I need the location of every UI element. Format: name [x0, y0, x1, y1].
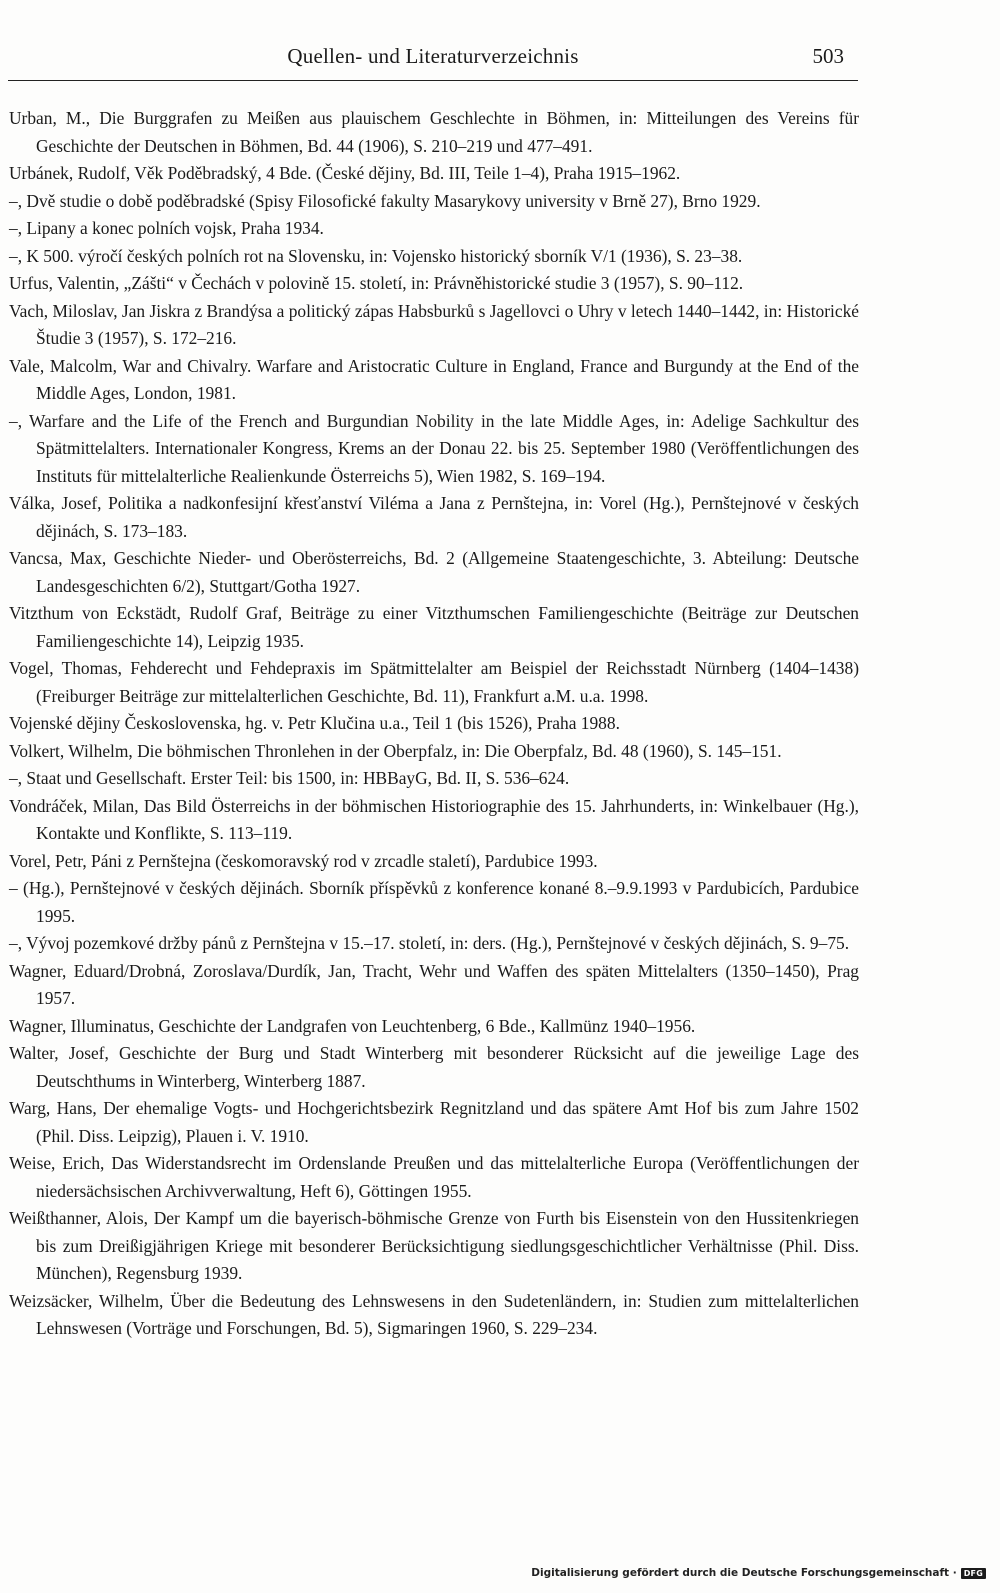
bibliography-list — [9, 105, 859, 1343]
bibliography-entry: –, Dvě studie o době poděbradské (Spisy Filosofické fakulty Masarykovy university v Brně 27), Brno 1929. — [9, 190, 761, 211]
bibliography-entry: Vancsa, Max, Geschichte Nieder- und Oberösterreichs, Bd. 2 (Allgemeine Staatengeschichte, 3. Abteilung: Deutsche Landesgeschichten 6/2), Stuttgart/Gotha 1927. — [9, 548, 859, 596]
bibliography-entry: Vitzthum von Eckstädt, Rudolf Graf, Beiträge zu einer Vitzthumschen Familiengeschichte (Beiträge zur Deutschen Familiengeschichte 14), Leipzig 1935. — [9, 603, 859, 651]
running-header — [8, 38, 858, 81]
bibliography-entry: Vach, Miloslav, Jan Jiskra z Brandýsa a politický zápas Habsburků s Jagellovci o Uhry v letech 1440–1442, in: Historické Študie 3 (1957), S. 172–216. — [9, 300, 859, 348]
bibliography-entry: Wagner, Illuminatus, Geschichte der Landgrafen von Leuchtenberg, 6 Bde., Kallmünz 1940–1956. — [9, 1015, 696, 1036]
bibliography-entry: Vogel, Thomas, Fehderecht und Fehdepraxis im Spätmittelalter am Beispiel der Reichsstadt Nürnberg (1404–1438) (Freiburger Beiträge zur mittelalterlichen Geschichte, Bd. 11), Frankfurt a.M. u.a. 1998. — [9, 658, 859, 706]
bibliography-entry: Warg, Hans, Der ehemalige Vogts- und Hochgerichtsbezirk Regnitzland und das spätere Amt Hof bis zum Jahre 1502 (Phil. Diss. Leipzig), Plauen i. V. 1910. — [9, 1098, 859, 1146]
bibliography-entry: –, Vývoj pozemkové držby pánů z Pernštejna v 15.–17. století, in: ders. (Hg.), Pernštejnové v českých dějinách, S. 9–75. — [9, 933, 850, 953]
bibliography-entry: Vojenské dějiny Československa, hg. v. Petr Klučina u.a., Teil 1 (bis 1526), Praha 1988. — [9, 713, 620, 733]
bibliography-entry: –, K 500. výročí českých polních rot na Slovensku, in: Vojensko historický sborník V/1 (1936), S. 23–38. — [9, 245, 743, 266]
bibliography-entry: Weißthanner, Alois, Der Kampf um die bayerisch-böhmische Grenze von Furth bis Eisenstein von den Hussitenkriegen bis zum Dreißigjährigen Kriege mit besonderer Berücksichtigung siedlungsgeschichtlicher Verhältnisse (Phil. Diss. München), Regensburg 1939. — [9, 1208, 859, 1283]
bibliography-entry: Válka, Josef, Politika a nadkonfesijní křesťanství Viléma a Jana z Pernštejna, in: Vorel (Hg.), Pernštejnové v českých dějinách, S. 173–183. — [9, 493, 859, 541]
bibliography-entry: Wagner, Eduard/Drobná, Zoroslava/Durdík, Jan, Tracht, Wehr und Waffen des späten Mittelalters (1350–1450), Prag 1957. — [9, 960, 859, 1008]
page-number: 503 — [812, 44, 844, 68]
bibliography-entry: Weizsäcker, Wilhelm, Über die Bedeutung des Lehnswesens in den Sudetenländern, in: Studien zum mittelalterlichen Lehnswesen (Vorträge und Forschungen, Bd. 5), Sigmaringen 1960, S. 229–234. — [9, 1290, 859, 1338]
bibliography-entry: –, Warfare and the Life of the French and Burgundian Nobility in the late Middle Ages, in: Adelige Sachkultur des Spätmittelalters. Internationaler Kongress, Krems an der Donau 22. bis 25. September 1980 (Veröffentlichungen des Instituts für mittelalterliche Realienkunde Österreichs 5), Wien 1982, S. 169–194. — [9, 410, 859, 486]
bibliography-entry: Vale, Malcolm, War and Chivalry. Warfare and Aristocratic Culture in England, France and Burgundy at the End of the Middle Ages, London, 1981. — [9, 355, 859, 403]
footer-text: Digitalisierung gefördert durch die Deutsche Forschungsgemeinschaft · — [531, 1567, 957, 1579]
bibliography-entry: Volkert, Wilhelm, Die böhmischen Thronlehen in der Oberpfalz, in: Die Oberpfalz, Bd. 48 (1960), S. 145–151. — [9, 740, 782, 761]
header-title: Quellen- und Literaturverzeichnis — [287, 44, 579, 68]
bibliography-entry: – (Hg.), Pernštejnové v českých dějinách. Sborník příspěvků z konference konané 8.–9.9.1993 v Pardubicích, Pardubice 1995. — [9, 878, 859, 926]
bibliography-entry: Walter, Josef, Geschichte der Burg und Stadt Winterberg mit besonderer Rücksicht auf die jeweilige Lage des Deutschthums in Winterberg, Winterberg 1887. — [9, 1043, 859, 1091]
bibliography-entry: –, Staat und Gesellschaft. Erster Teil: bis 1500, in: HBBayG, Bd. II, S. 536–624. — [9, 768, 570, 788]
bibliography-entry: Vondráček, Milan, Das Bild Österreichs in der böhmischen Historiographie des 15. Jahrhunderts, in: Winkelbauer (Hg.), Kontakte und Konflikte, S. 113–119. — [9, 795, 859, 843]
bibliography-entry: Urfus, Valentin, „Zášti“ v Čechách v polovině 15. století, in: Právněhistorické studie 3 (1957), S. 90–112. — [9, 273, 744, 293]
bibliography-entry: Urbánek, Rudolf, Věk Poděbradský, 4 Bde. (České dějiny, Bd. III, Teile 1–4), Praha 1915–1962. — [9, 163, 681, 183]
bibliography-entry: Vorel, Petr, Páni z Pernštejna (českomoravský rod v zrcadle staletí), Pardubice 1993. — [9, 850, 598, 871]
bibliography-entry: Urban, M., Die Burggrafen zu Meißen aus plauischem Geschlechte in Böhmen, in: Mitteilungen des Vereins für Geschichte der Deutschen in Böhmen, Bd. 44 (1906), S. 210–219 und 477–491. — [9, 108, 859, 156]
footer — [531, 1567, 986, 1579]
bibliography-entry: Weise, Erich, Das Widerstandsrecht im Ordenslande Preußen und das mittelalterliche Europa (Veröffentlichungen der niedersächsischen Archivverwaltung, Heft 6), Göttingen 1955. — [9, 1153, 859, 1201]
dfg-logo: DFG — [961, 1568, 986, 1579]
bibliography-entry: –, Lipany a konec polních vojsk, Praha 1934. — [9, 218, 324, 238]
